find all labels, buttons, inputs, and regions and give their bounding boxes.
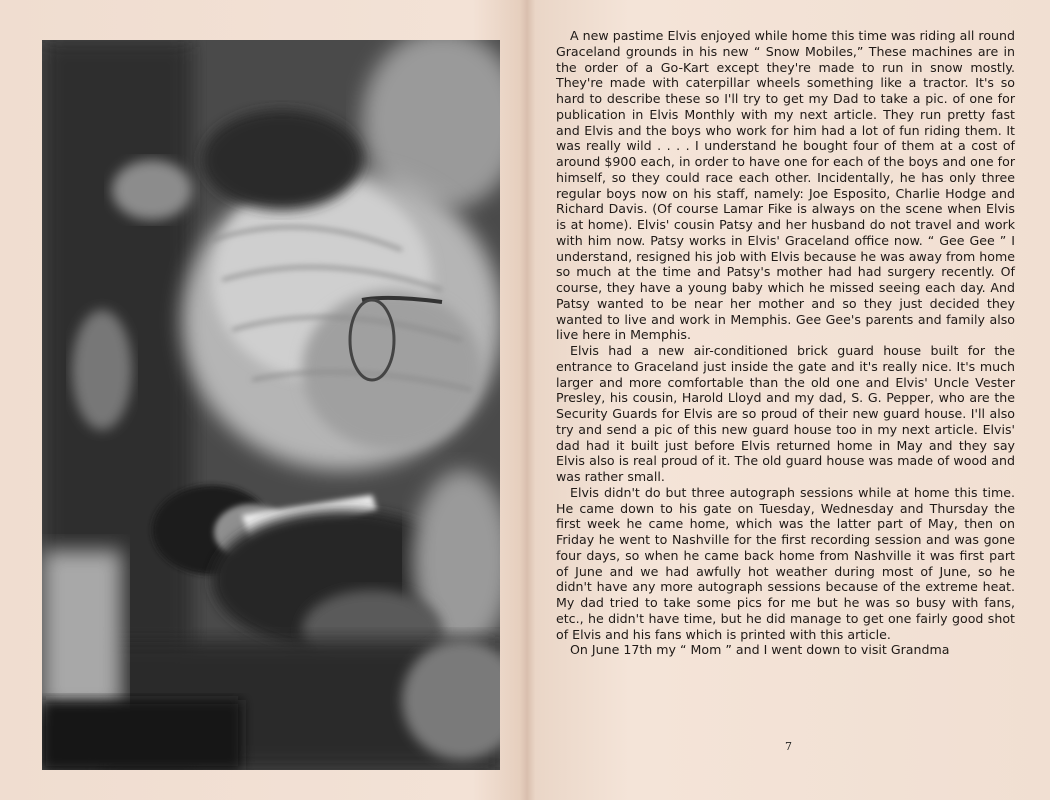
paragraph-guard-house: Elvis had a new air-conditioned brick guard house built for the entrance to Graceland just inside the gate and it's really nice. It's much larger and more comfortable than the old one and Elvis' Uncle Vester Presley, his cousin, Harold Lloyd and my dad, S. G. Pepper, who are the Security Guards for Elvis are so proud of their new guard house. I'll also try and send a pic of this new guard house too in my next article. Elvis' dad had it built just before Elvis returned home in May and they say Elvis also is real proud of it. The old guard house was made of wood and was rather small. [556,343,1015,484]
elvis-fans-photo [42,40,500,770]
paragraph-june-visit: On June 17th my “ Mom ” and I went down to visit Grandma [570,642,950,658]
page-number: 7 [785,740,792,753]
article-text [556,28,1015,658]
paragraph-autograph-sessions: Elvis didn't do but three autograph sessions while at home this time. He came down to his gate on Tuesday, Wednesday and Thursday the first week he came home, which was the latter part of May, then on Friday he went to Nashville for the first recording session and was gone four days, so when he came back home from Nashville it was first part of June and we had awfully hot weather during most of June, so he didn't have any more autograph sessions because of the extreme heat. My dad tried to take some pics for me but he was so busy with fans, etc., he didn't have time, but he did manage to get one fairly good shot of Elvis and his fans which is printed with this article. [556,484,1015,642]
paragraph-snow-mobiles: A new pastime Elvis enjoyed while home this time was riding all round Graceland grounds in his new “ Snow Mobiles,” These machines are in the order of a Go-Kart except they're made to run in snow mostly. They're made with caterpillar wheels something like a tractor. It's so hard to describe these so I'll try to get my Dad to take a pic. of one for publication in Elvis Monthly with my next article. They run pretty fast and Elvis and the boys who work for him had a lot of fun riding them. It was really wild . . . . I understand he bought four of them at a cost of around $900 each, in order to have one for each of the boys and one for himself, so they could race each other. Incidentally, he has only three regular boys now on his staff, namely: Joe Esposito, Charlie Hodge and Richard Davis. (Of course Lamar Fike is always on the scene when Elvis is at home). Elvis' cousin Patsy and her husband do not travel and work with him now. Patsy works in Elvis' Graceland office now. “ Gee Gee ” I understand, resigned his job with Elvis because he was away from home so much at the time and Patsy's mother had had surgery recently. Of course, they have a young baby which he missed seeing each day. And Patsy wanted to be near her mother and so they just decided they wanted to live and work in Memphis. Gee Gee's parents and family also live here in Memphis. [556,28,1015,343]
photo-image [42,40,500,770]
right-page [527,0,1050,800]
